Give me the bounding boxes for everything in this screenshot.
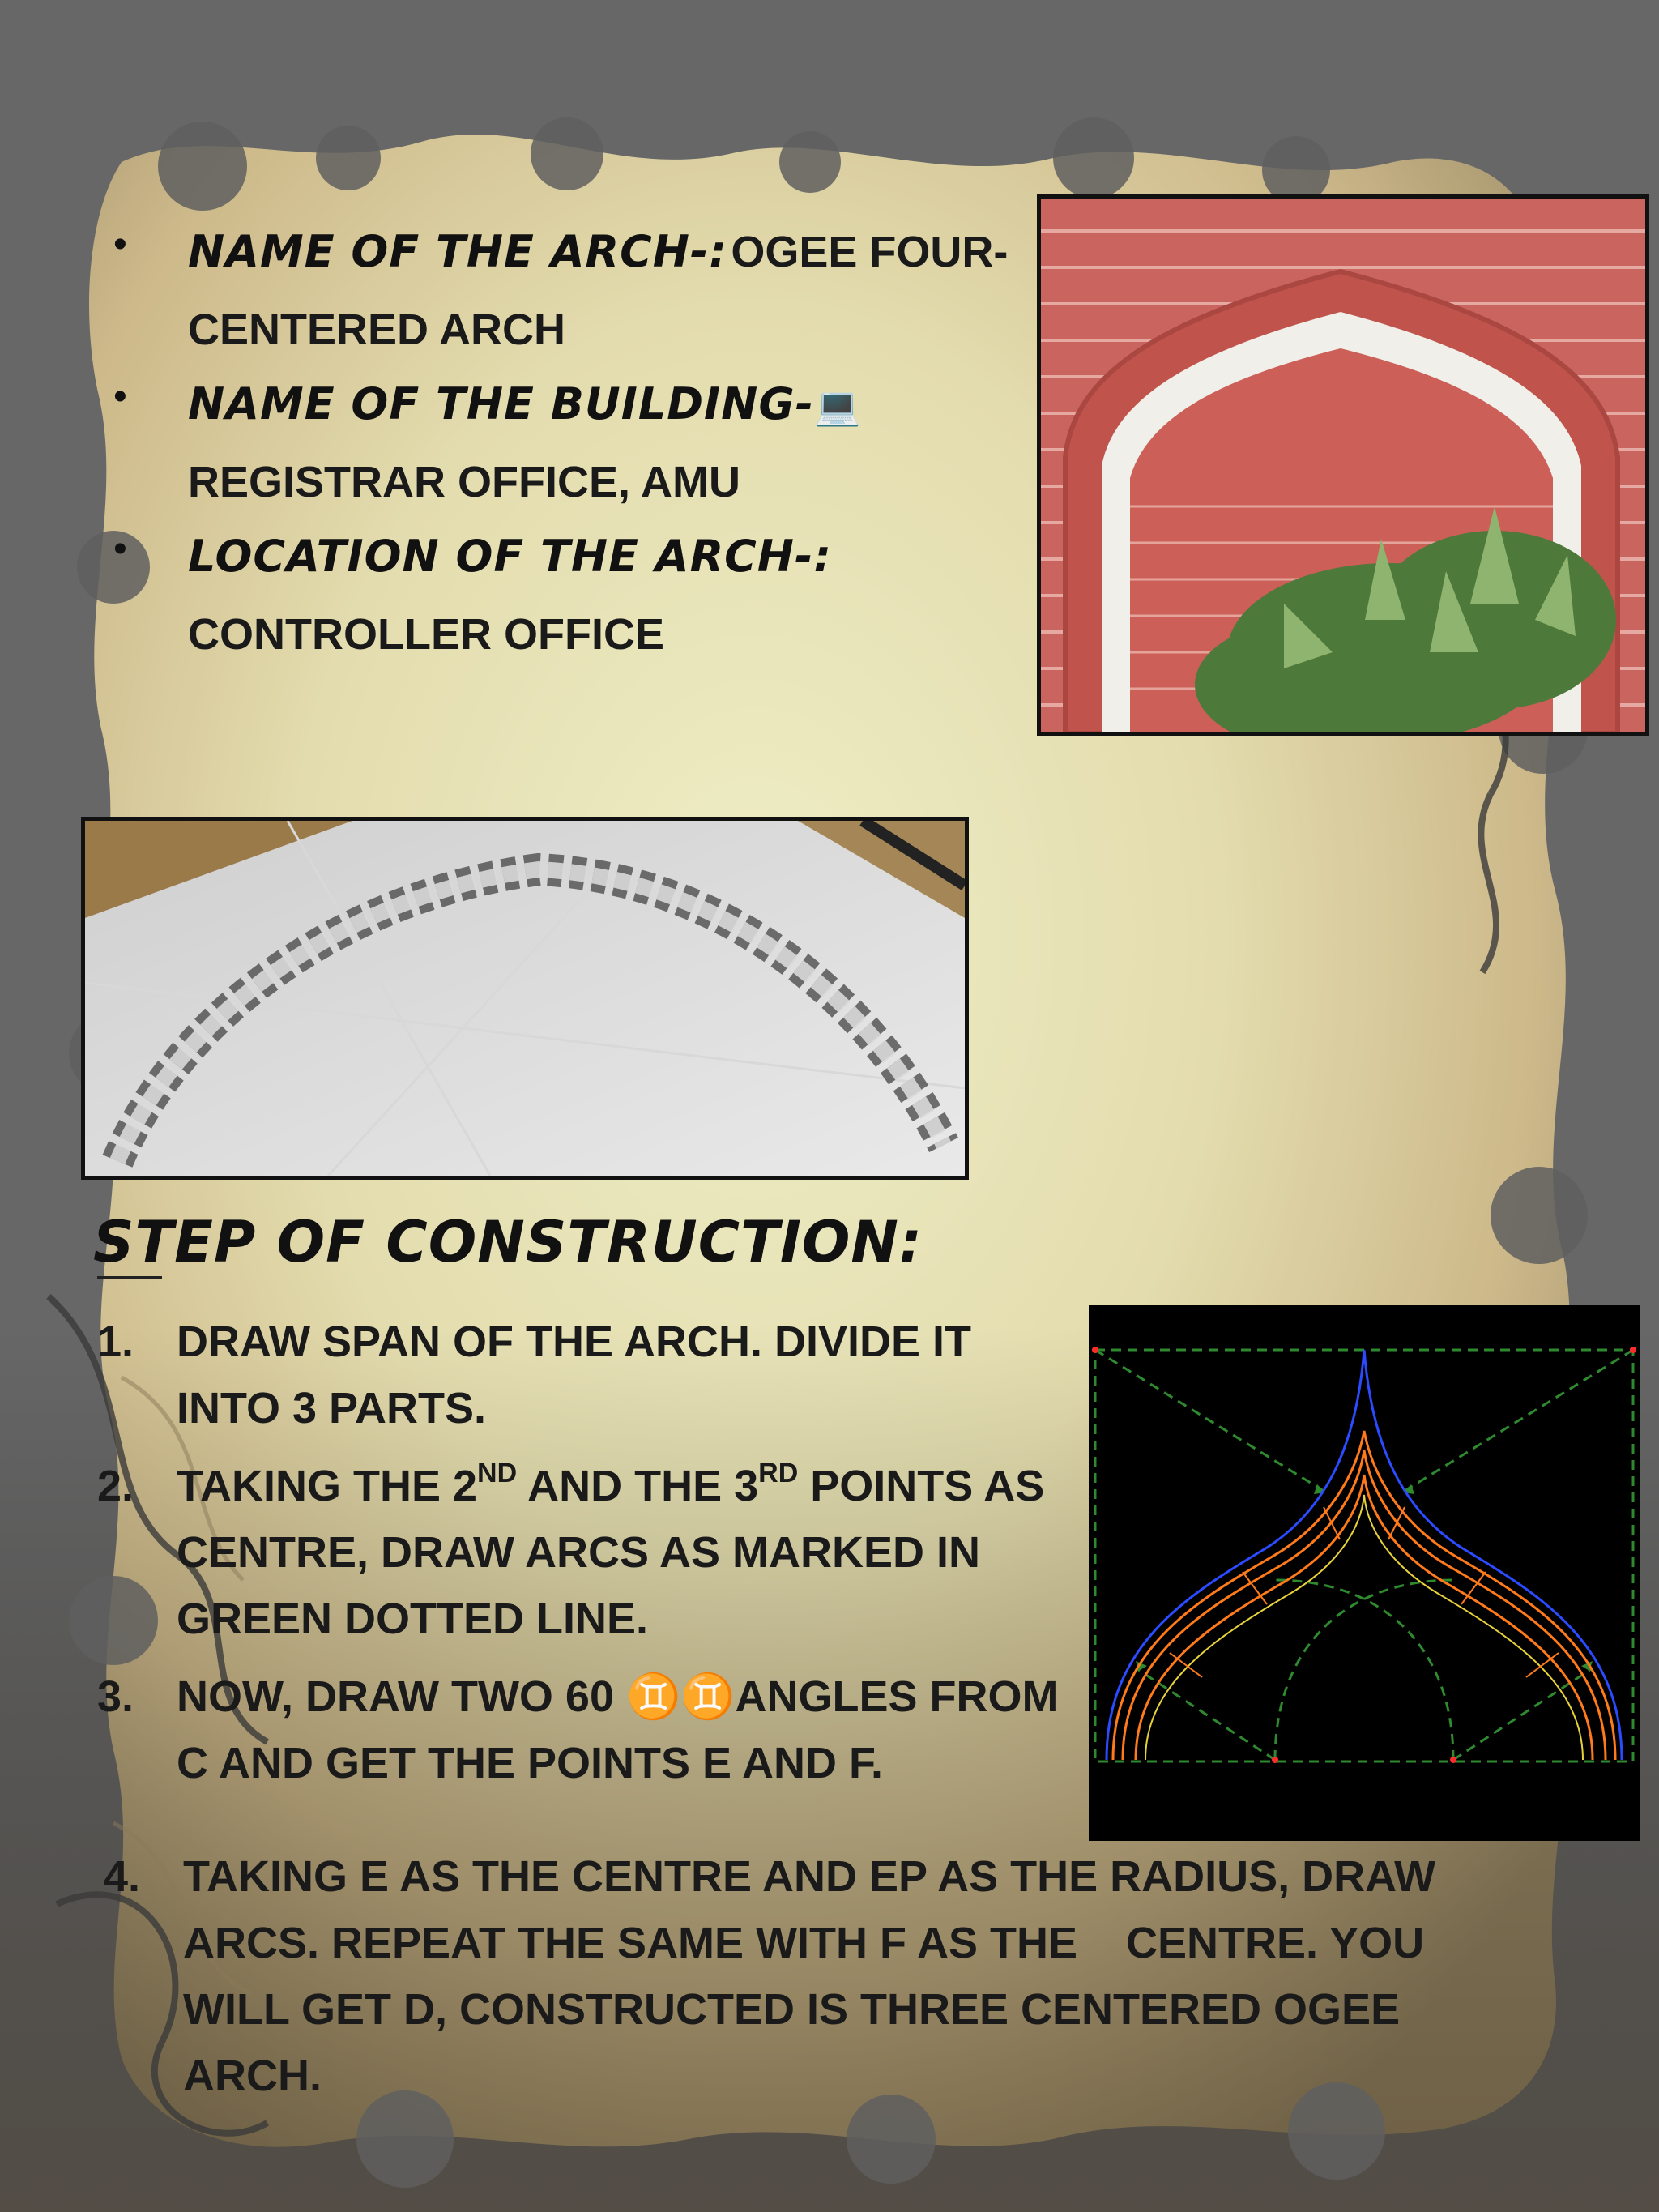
info-arch-location bbox=[105, 523, 1021, 668]
step-text: ARCS. REPEAT THE SAME WITH F AS THE CENTRE. YOU bbox=[183, 1919, 1425, 1967]
step-3 bbox=[97, 1663, 1118, 1796]
heading-underline bbox=[97, 1276, 162, 1279]
step-number: 4. bbox=[104, 1852, 141, 1901]
step-text: TAKING E AS THE CENTRE AND EP AS THE RADIUS, DRAW bbox=[183, 1852, 1436, 1901]
step-2 bbox=[97, 1453, 1118, 1652]
construction-steps bbox=[97, 1309, 1118, 1796]
info-label: LOCATION OF THE ARCH-: bbox=[188, 531, 832, 582]
bullet: • bbox=[113, 223, 127, 266]
step-text: GREEN DOTTED LINE. bbox=[177, 1595, 649, 1643]
step-text: AND THE 3 bbox=[517, 1462, 759, 1510]
construction-steps-continued bbox=[104, 1843, 1521, 2109]
step-text: POINTS AS bbox=[798, 1462, 1045, 1510]
step-superscript: ND bbox=[477, 1458, 518, 1488]
section-heading: STEP OF CONSTRUCTION: bbox=[93, 1209, 923, 1275]
step-4 bbox=[104, 1843, 1521, 2109]
step-superscript: RD bbox=[758, 1458, 799, 1488]
step-number: 3. bbox=[97, 1672, 134, 1721]
bullet: • bbox=[113, 375, 127, 418]
arch-sketch-photo bbox=[81, 817, 969, 1180]
laptop-icon: 💻 bbox=[814, 384, 861, 428]
info-value: CENTERED ARCH bbox=[188, 305, 566, 354]
step-text: ARCH. bbox=[183, 2052, 322, 2100]
step-text: WILL GET D, CONSTRUCTED IS THREE CENTERED OGEE bbox=[183, 1985, 1401, 2034]
info-value: CONTROLLER OFFICE bbox=[188, 610, 664, 659]
arch-photo bbox=[1037, 194, 1649, 736]
step-number: 2. bbox=[97, 1462, 134, 1510]
step-text: NOW, DRAW TWO 60 ♊♊ANGLES FROM bbox=[177, 1672, 1059, 1721]
info-value: REGISTRAR OFFICE, AMU bbox=[188, 458, 740, 506]
info-value: OGEE FOUR- bbox=[731, 228, 1009, 276]
step-text: TAKING THE 2 bbox=[177, 1462, 478, 1510]
bullet: • bbox=[113, 527, 127, 570]
info-label: NAME OF THE BUILDING- bbox=[188, 378, 815, 429]
arch-info-list bbox=[105, 219, 1021, 676]
info-arch-name bbox=[105, 219, 1021, 363]
info-building-name bbox=[105, 371, 1021, 515]
info-label: NAME OF THE ARCH-: bbox=[188, 226, 727, 277]
step-text: DRAW SPAN OF THE ARCH. DIVIDE IT bbox=[177, 1317, 972, 1366]
step-text: INTO 3 PARTS. bbox=[177, 1384, 487, 1433]
step-text: CENTRE, DRAW ARCS AS MARKED IN bbox=[177, 1528, 981, 1577]
step-number: 1. bbox=[97, 1317, 134, 1366]
step-1 bbox=[97, 1309, 1118, 1441]
ogee-arch-construction-diagram bbox=[1089, 1305, 1640, 1841]
step-text: C AND GET THE POINTS E AND F. bbox=[177, 1739, 884, 1787]
